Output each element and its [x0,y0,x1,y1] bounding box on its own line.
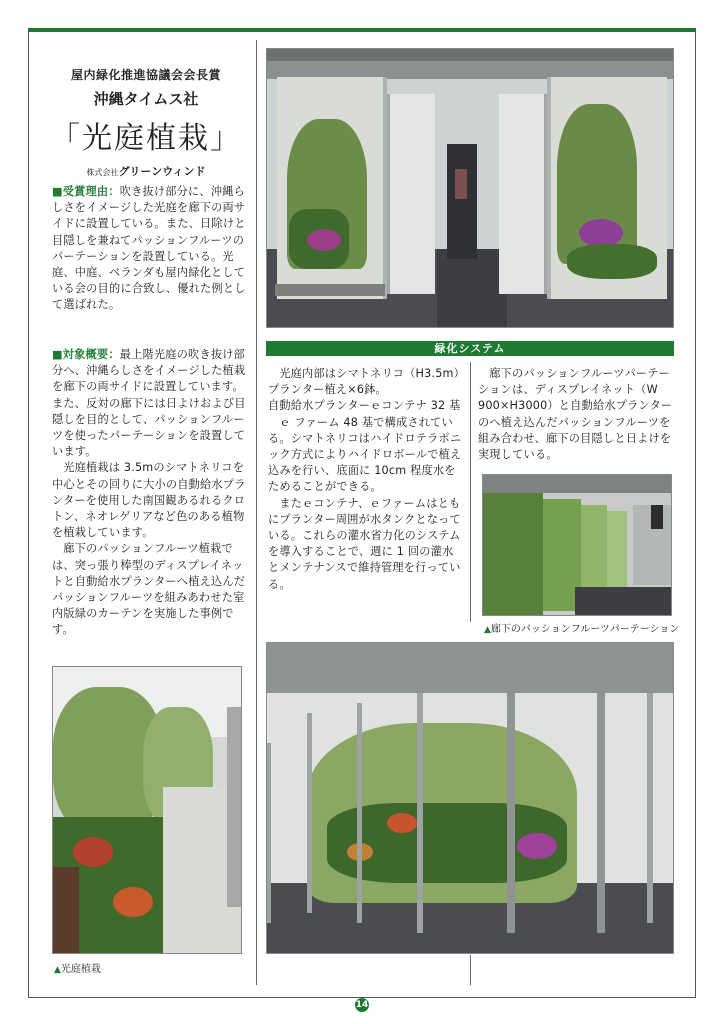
column-divider-left [256,40,257,985]
caption-light-court-planting [54,960,101,975]
award-header [40,66,252,179]
photo-corridor-light-court [266,48,674,328]
section-title-greening-system: 緑化システム [266,341,674,356]
middle-paragraph-3: ｅ ファーム 48 基で構成されている。シマトネリコはハイドロテラポニック方式によりハイドロボールで植え込みを行い、底面に 10cm 程度水をためることができる。 [268,415,462,494]
award-reason [52,184,248,314]
company-prefix: 株式会社 [86,168,119,177]
overview-text: 最上階光庭の吹き抜け部分へ、沖縄らしさをイメージした植栽を廊下の両サイドに設置しています。また、反対の廊下には日よけおよび目隠しを目的として、パッションフルーツを使ったパーテーションを設置しています。 [52,348,246,459]
caption-marker-icon: ▲ [54,965,61,975]
reason-text: 吹き抜け部分に、沖縄らしさをイメージした光庭を廊下の両サイドに設置している。また、日除けと目隠しを兼ねてパッションフルーツのパーテーションを設置している。光庭、中庭、ベランダも屋内緑化としている会の目的に合致し、優れた例として選ばれた。 [52,185,246,312]
greening-system-text-middle [268,366,464,593]
award-name: 屋内緑化推進協議会会長賞 [70,68,221,82]
overview-paragraph-2: 光庭植栽は 3.5mのシマトネリコを中心とその回りに大小の自動給水プランターを使用した南国観あるれるクロトン、ネオレゲリアなど色のある植物を植栽しています。 [52,461,246,540]
middle-paragraph-1: 光庭内部はシマトネリコ（H3.5m）プランター植え×6鉢。 [268,367,460,397]
caption-text: 光庭植栽 [60,964,101,975]
organization-name: 沖縄タイムス社 [93,90,199,108]
right-paragraph-1: 廊下のパッションフルーツパーテーションは、ディスプレイネット（W 900×H3000）と自動給水プランターのへ植え込んだパッションフルーツを組み合わせ、廊下の目隠しと日よけを実現している。 [478,367,673,462]
photo-light-court-planting [52,666,242,954]
company-name-text: グリーンウィンド [118,165,206,178]
caption-passion-fruit-partition [484,620,679,635]
project-title: 「光庭植栽」 [50,121,242,156]
company-name [40,163,252,179]
photo-passion-fruit-partition [482,474,672,616]
photo-light-court-enclosure [266,642,674,954]
overview-paragraph-3: 廊下のパッションフルーツ植栽では、突っ張り棒型のディスプレイネットと自動給水プランターへ植え込んだパッションフルーツを組みあわせた室内版緑のカーテンを実施した事例です。 [52,542,246,637]
project-overview [52,347,248,639]
overview-label: ■対象概要： [52,348,120,361]
caption-text: 廊下のパッションフルーツパーテーション [490,624,680,635]
middle-paragraph-2: 自動給水プランターｅコンテナ 32 基 [268,399,461,413]
column-divider-bottom-right [470,955,471,985]
caption-marker-icon: ▲ [484,625,491,635]
greening-system-text-right [478,366,674,463]
reason-label: ■受賞理由： [52,185,120,198]
column-divider-right [470,362,471,622]
page-number: 14 [355,1000,369,1010]
middle-paragraph-4: またｅコンテナ、ｅファームはともにプランター周囲が水タンクとなっている。これらの灌水省力化のシステムを導入することで、週に 1 回の灌水とメンテナンスで維持管理を行っている。 [268,496,461,591]
